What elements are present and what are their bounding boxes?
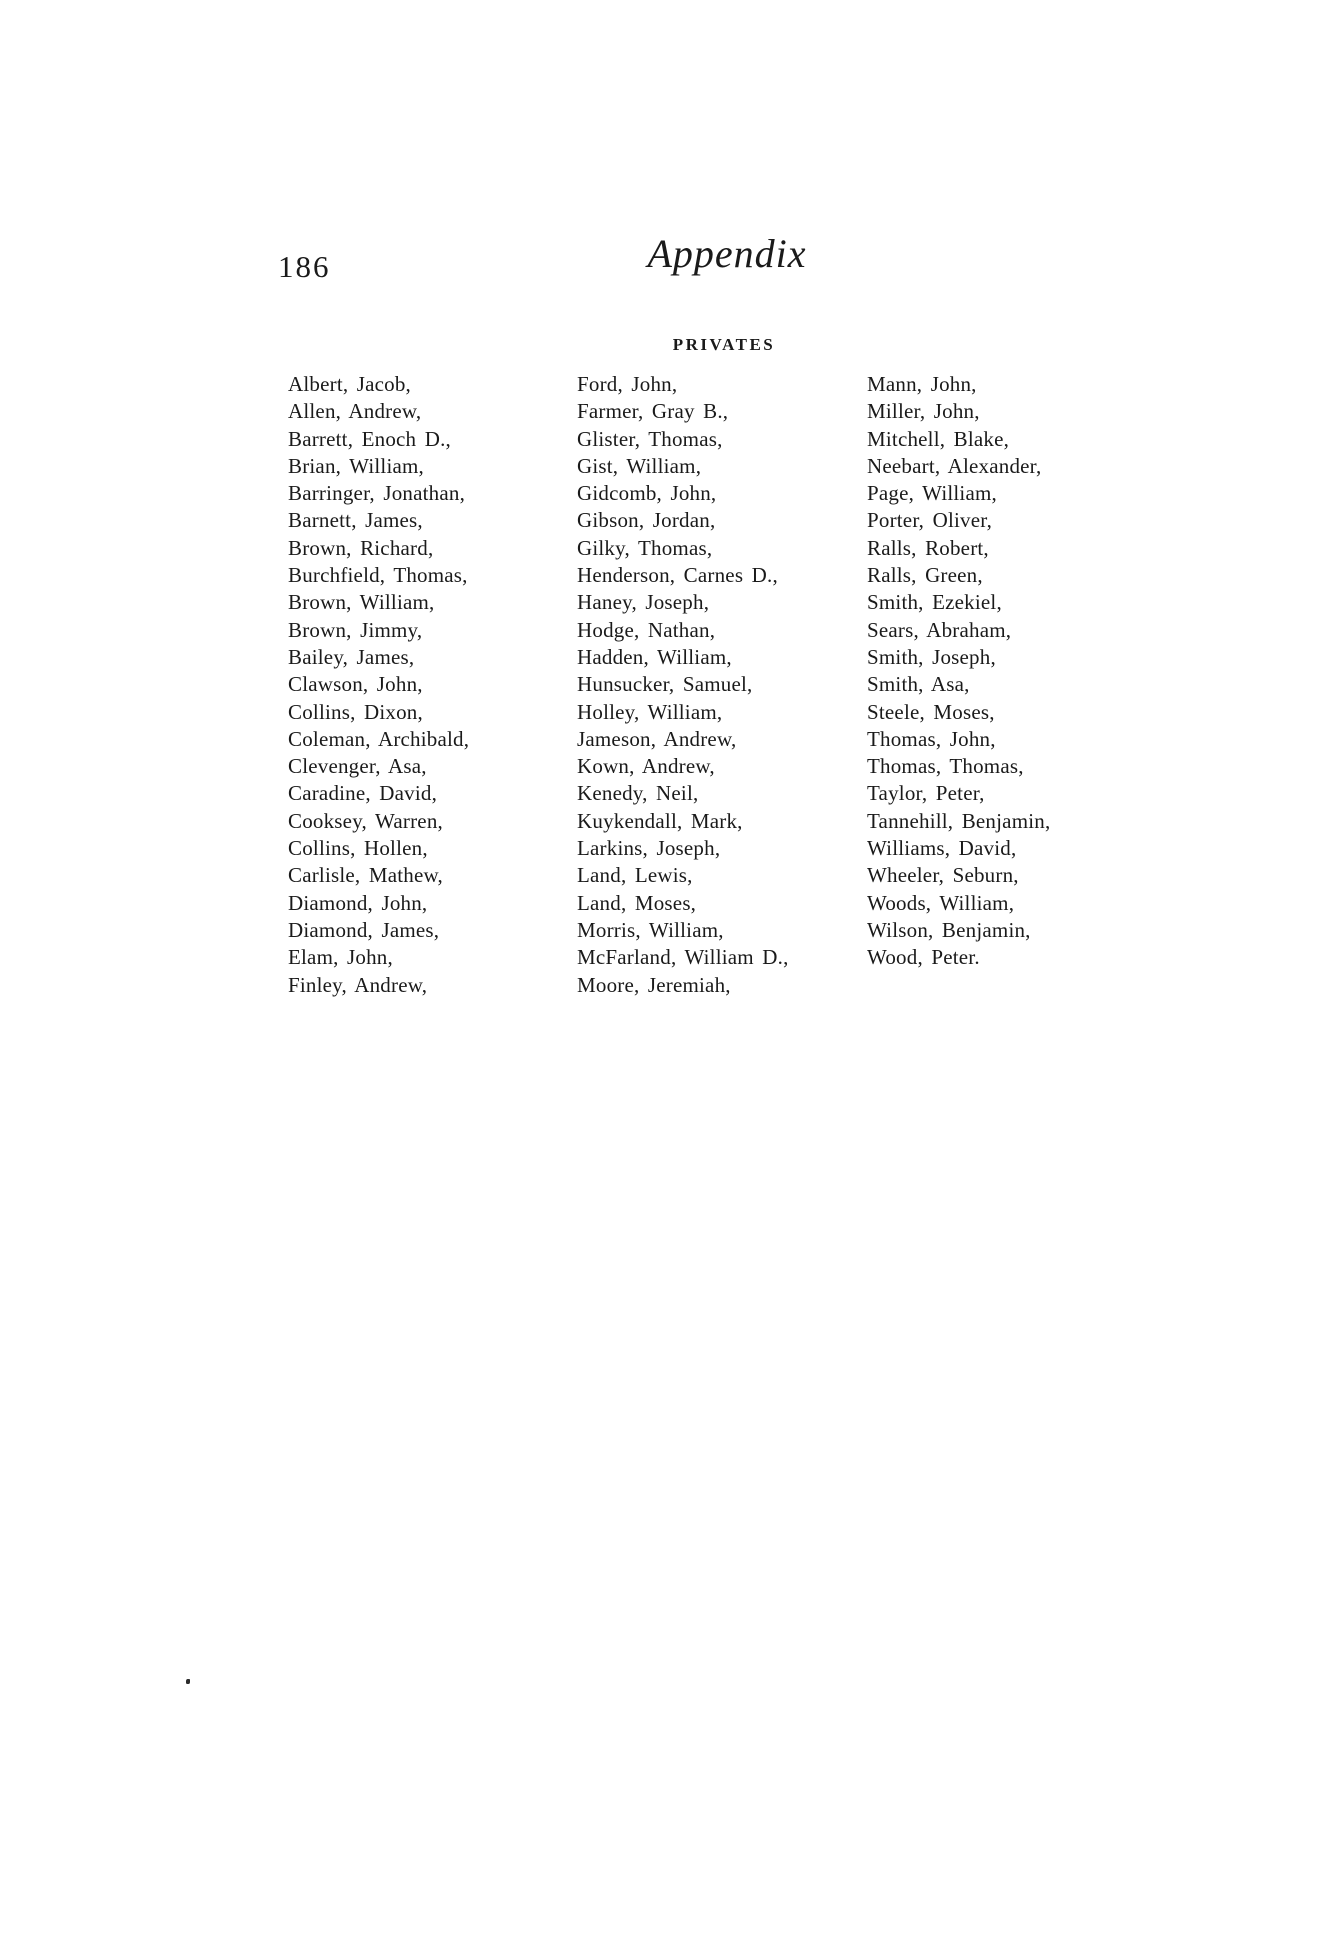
roster-entry: Coleman, Archibald, — [288, 726, 470, 751]
roster-entry: Woods, William, — [867, 890, 1015, 915]
roster-entry: Brown, Richard, — [288, 535, 434, 560]
roster-entry: Morris, William, — [577, 917, 724, 942]
roster-column-1 — [288, 371, 469, 999]
roster-entry: Diamond, John, — [288, 890, 428, 915]
roster-entry: Smith, Asa, — [867, 672, 970, 697]
roster-entry: Clevenger, Asa, — [288, 754, 427, 779]
roster-entry: Barringer, Jonathan, — [288, 481, 466, 506]
roster-entry: Neebart, Alexander, — [867, 453, 1042, 478]
roster-entry: Williams, David, — [867, 836, 1017, 861]
roster-entry: Gist, William, — [577, 453, 702, 478]
roster-entry: Collins, Hollen, — [288, 836, 428, 861]
roster-entry: Thomas, John, — [867, 726, 996, 751]
roster-entry: Smith, Ezekiel, — [867, 590, 1002, 615]
roster-entry: Hadden, William, — [577, 644, 732, 669]
roster-entry: Moore, Jeremiah, — [577, 972, 731, 997]
roster-entry: Elam, John, — [288, 945, 393, 970]
roster-entry: Kown, Andrew, — [577, 754, 715, 779]
roster-entry: Smith, Joseph, — [867, 644, 996, 669]
roster-entry: Clawson, John, — [288, 672, 423, 697]
roster-entry: Larkins, Joseph, — [577, 836, 721, 861]
roster-entry: Gilky, Thomas, — [577, 535, 713, 560]
roster-entry: Page, William, — [867, 481, 997, 506]
roster-entry: Taylor, Peter, — [867, 781, 985, 806]
roster-entry: Allen, Andrew, — [288, 399, 422, 424]
roster-entry: Bailey, James, — [288, 644, 415, 669]
roster-entry: Wilson, Benjamin, — [867, 917, 1031, 942]
roster-entry: Henderson, Carnes D., — [577, 563, 778, 588]
roster-entry: Thomas, Thomas, — [867, 754, 1024, 779]
roster-entry: Land, Moses, — [577, 890, 697, 915]
roster-entry: Ralls, Green, — [867, 563, 983, 588]
roster-entry: Miller, John, — [867, 399, 980, 424]
roster-entry: Gidcomb, John, — [577, 481, 717, 506]
roster-entry: Barrett, Enoch D., — [288, 426, 451, 451]
roster-entry: Ralls, Robert, — [867, 535, 989, 560]
roster-entry: Hunsucker, Samuel, — [577, 672, 753, 697]
roster-entry: Brown, Jimmy, — [288, 617, 423, 642]
roster-column-3 — [867, 371, 1050, 972]
roster-entry: Mann, John, — [867, 372, 977, 396]
page-number: 186 — [278, 249, 331, 284]
roster-entry: Holley, William, — [577, 699, 723, 724]
roster-entry: Jameson, Andrew, — [577, 726, 737, 751]
roster-entry: Burchfield, Thomas, — [288, 563, 468, 588]
page-title: Appendix — [647, 231, 807, 276]
roster-entry: Land, Lewis, — [577, 863, 693, 888]
roster-entry: Steele, Moses, — [867, 699, 995, 724]
ink-speck — [186, 1679, 190, 1684]
roster-entry: Cooksey, Warren, — [288, 808, 443, 833]
roster-entry: Carlisle, Mathew, — [288, 863, 443, 888]
roster-entry: Finley, Andrew, — [288, 972, 428, 997]
roster-entry: Kuykendall, Mark, — [577, 808, 743, 833]
roster-entry: Barnett, James, — [288, 508, 423, 533]
roster-column-2 — [577, 371, 789, 999]
roster-entry: Hodge, Nathan, — [577, 617, 716, 642]
roster-entry: Collins, Dixon, — [288, 699, 423, 724]
roster-entry: Albert, Jacob, — [288, 372, 412, 396]
section-heading: PRIVATES — [672, 335, 776, 354]
roster-entry: Sears, Abraham, — [867, 617, 1012, 642]
roster-entry: Gibson, Jordan, — [577, 508, 716, 533]
roster-entry: Ford, John, — [577, 372, 678, 396]
roster-entry: Caradine, David, — [288, 781, 438, 806]
roster-entry: McFarland, William D., — [577, 945, 789, 970]
roster-entry: Diamond, James, — [288, 917, 440, 942]
roster-entry: Kenedy, Neil, — [577, 781, 699, 806]
roster-entry: Brown, William, — [288, 590, 435, 615]
roster-entry: Farmer, Gray B., — [577, 399, 729, 424]
roster-entry: Brian, William, — [288, 453, 424, 478]
roster-entry: Wheeler, Seburn, — [867, 863, 1019, 888]
roster-entry: Mitchell, Blake, — [867, 426, 1010, 451]
roster-entry: Tannehill, Benjamin, — [867, 808, 1051, 833]
roster-entry: Wood, Peter. — [867, 945, 980, 970]
roster-entry: Porter, Oliver, — [867, 508, 993, 533]
roster-entry: Glister, Thomas, — [577, 426, 723, 451]
roster-entry: Haney, Joseph, — [577, 590, 710, 615]
